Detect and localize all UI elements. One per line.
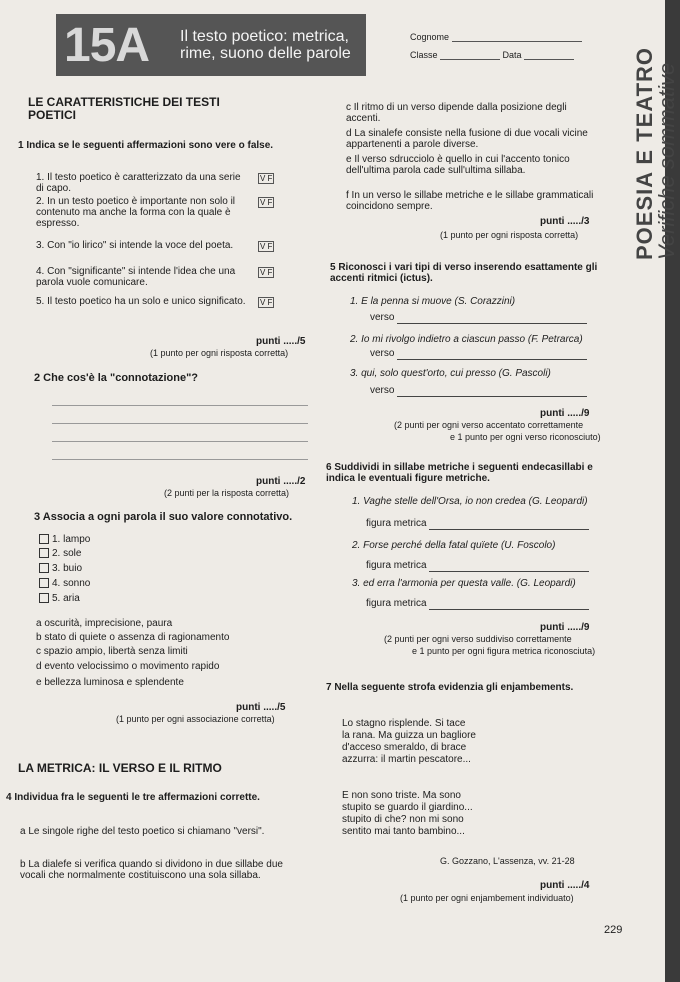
poem-line[interactable]: stupito se guardo il giardino... [342, 802, 473, 813]
q7-score: punti ...../4 [540, 880, 590, 891]
q3-word[interactable]: 3. buio [36, 563, 82, 574]
checkbox[interactable] [39, 578, 49, 588]
q3-title: 3 Associa a ogni parola il suo valore connotativo. [34, 511, 293, 523]
q6-item: 1. Vaghe stelle dell'Orsa, io non credea (G. Leopardi) [352, 496, 588, 507]
q5-note-1: (2 punti per ogni verso accentato correttamente [394, 420, 584, 430]
checkbox[interactable] [39, 548, 49, 558]
q1-score: punti ...../5 [256, 336, 306, 347]
q1-title: 1 Indica se le seguenti affermazioni sono vere o false. [18, 140, 274, 151]
q6-item: 3. ed erra l'armonia per questa valle. (G. Leopardi) [352, 578, 576, 589]
q2-answer-line[interactable] [52, 423, 308, 424]
q6-note-1: (2 punti per ogni verso suddiviso correttamente [384, 634, 572, 644]
q1-vf-1[interactable]: V F [260, 174, 273, 183]
q5-note-2: e 1 punto per ogni verso riconosciuto) [450, 432, 601, 442]
q6-item: 2. Forse perché della fatal quïete (U. Foscolo) [352, 540, 556, 551]
q2-score: punti ...../2 [256, 476, 306, 487]
q5-title: 5 Riconosci i vari tipi di verso inserendo esattamente gli accenti ritmici (ictus). [330, 262, 598, 284]
poem-line[interactable]: azzurra: il martin pescatore... [342, 754, 471, 765]
checkbox[interactable] [39, 563, 49, 573]
student-fields [410, 32, 582, 68]
q4-note: (1 punto per ogni risposta corretta) [440, 230, 579, 240]
q2-title: 2 Che cos'è la "connotazione"? [34, 372, 199, 384]
cognome-field[interactable] [452, 41, 582, 42]
q3-word[interactable]: 1. lampo [36, 534, 90, 545]
q1-item: 2. In un testo poetico è importante non solo il contenuto ma anche la forma con la quale è espresso. [36, 196, 236, 229]
q5-item: 3. qui, solo quest'orto, cui presso (G. Pascoli) [350, 368, 551, 379]
q7-title: 7 Nella seguente strofa evidenzia gli enjambements. [326, 682, 574, 693]
q4-item[interactable]: c Il ritmo di un verso dipende dalla posizione degli accenti. [346, 102, 567, 124]
poem-line[interactable]: stupito di che? non mi sono [342, 814, 464, 825]
q5-item: 2. Io mi rivolgo indietro a ciascun passo (F. Petrarca) [350, 334, 583, 345]
q3-value: d evento velocissimo o movimento rapido [36, 661, 220, 672]
q6-answer-field[interactable] [429, 560, 589, 572]
q5-item: 1. E la penna si muove (S. Corazzini) [350, 296, 516, 307]
q6-title: 6 Suddividi in sillabe metriche i seguenti endecasillabi e indica le eventuali figure metriche. [326, 462, 593, 484]
q2-note: (2 punti per la risposta corretta) [164, 488, 290, 498]
section-caratteristiche: LE CARATTERISTICHE DEI TESTI POETICI [28, 95, 220, 122]
q3-note: (1 punto per ogni associazione corretta) [116, 714, 275, 724]
q6-note-2: e 1 punto per ogni figura metrica riconosciuta) [412, 646, 596, 656]
q1-vf-3[interactable]: V F [260, 242, 273, 251]
q4-score: punti ...../3 [540, 216, 590, 227]
q1-item: 5. Il testo poetico ha un solo e unico significato. [36, 296, 246, 307]
q3-score: punti ...../5 [236, 702, 286, 713]
data-field[interactable] [524, 59, 574, 60]
q4-item[interactable]: a Le singole righe del testo poetico si chiamano "versi". [20, 826, 265, 837]
unit-title: Il testo poetico: metrica, rime, suono delle parole [180, 28, 351, 62]
q5-answer-field[interactable] [397, 385, 587, 397]
q6-figura: figura metrica [366, 518, 589, 530]
poem-line[interactable]: la rana. Ma guizza un bagliore [342, 730, 476, 741]
q2-answer-line[interactable] [52, 405, 308, 406]
q1-vf-4[interactable]: V F [260, 268, 273, 277]
data-label: Data [502, 50, 522, 60]
q1-item: 4. Con "significante" si intende l'idea che una parola vuole comunicare. [36, 266, 236, 288]
checkbox[interactable] [39, 593, 49, 603]
q5-answer-field[interactable] [397, 312, 587, 324]
q1-note: (1 punto per ogni risposta corretta) [150, 348, 289, 358]
poem-line[interactable]: d'acceso smeraldo, di brace [342, 742, 467, 753]
classe-field[interactable] [440, 59, 500, 60]
q3-value: c spazio ampio, libertà senza limiti [36, 646, 188, 657]
q3-value: e bellezza luminosa e splendente [36, 677, 184, 688]
q3-word[interactable]: 4. sonno [36, 578, 90, 589]
q1-item: 3. Con "io lirico" si intende la voce del poeta. [36, 240, 234, 251]
checkbox[interactable] [39, 534, 49, 544]
q4-item[interactable]: e Il verso sdrucciolo è quello in cui l'accento tonico dell'ultima parola cade sull'ultima sillaba. [346, 154, 570, 176]
q1-vf-2[interactable]: V F [260, 198, 273, 207]
q4-title: 4 Individua fra le seguenti le tre affermazioni corrette. [6, 792, 260, 803]
poem-line[interactable]: sentito mai tanto bambino... [342, 826, 465, 837]
q5-verso: verso [370, 385, 587, 397]
poem-line[interactable]: Lo stagno risplende. Si tace [342, 718, 466, 729]
q6-answer-field[interactable] [429, 598, 589, 610]
q2-answer-line[interactable] [52, 459, 308, 460]
q1-vf-5[interactable]: V F [260, 298, 273, 307]
unit-number: 15A [64, 19, 150, 72]
q4-item[interactable]: b La dialefe si verifica quando si dividono in due sillabe due vocali che normalmente costituiscono una sola sillaba. [20, 859, 283, 881]
q5-score: punti ...../9 [540, 408, 590, 419]
poem-line[interactable]: E non sono triste. Ma sono [342, 790, 461, 801]
q6-score: punti ...../9 [540, 622, 590, 633]
q6-figura: figura metrica [366, 598, 589, 610]
q6-figura: figura metrica [366, 560, 589, 572]
classe-label: Classe [410, 50, 438, 60]
q5-verso: verso [370, 348, 587, 360]
q3-word[interactable]: 2. sole [36, 548, 81, 559]
q3-word[interactable]: 5. aria [36, 593, 80, 604]
q3-value: b stato di quiete o assenza di ragionamento [36, 632, 230, 643]
q5-verso: verso [370, 312, 587, 324]
q1-item: 1. Il testo poetico è caratterizzato da una serie di capo. [36, 172, 241, 194]
q4-item[interactable]: d La sinalefe consiste nella fusione di due vocali vicine appartenenti a parole diverse. [346, 128, 588, 150]
cognome-label: Cognome [410, 32, 450, 42]
q5-answer-field[interactable] [397, 348, 587, 360]
section-metrica: LA METRICA: IL VERSO E IL RITMO [18, 761, 222, 775]
q7-note: (1 punto per ogni enjambement individuato) [400, 893, 574, 903]
q3-value: a oscurità, imprecisione, paura [36, 618, 173, 629]
page-number: 229 [604, 924, 623, 936]
side-label: POESIA E TEATRO Verifiche sommative [632, 46, 679, 260]
q4-item[interactable]: f In un verso le sillabe metriche e le sillabe grammaticali coincidono sempre. [346, 190, 594, 212]
q2-answer-line[interactable] [52, 441, 308, 442]
poem-source: G. Gozzano, L'assenza, vv. 21-28 [440, 856, 575, 866]
q6-answer-field[interactable] [429, 518, 589, 530]
